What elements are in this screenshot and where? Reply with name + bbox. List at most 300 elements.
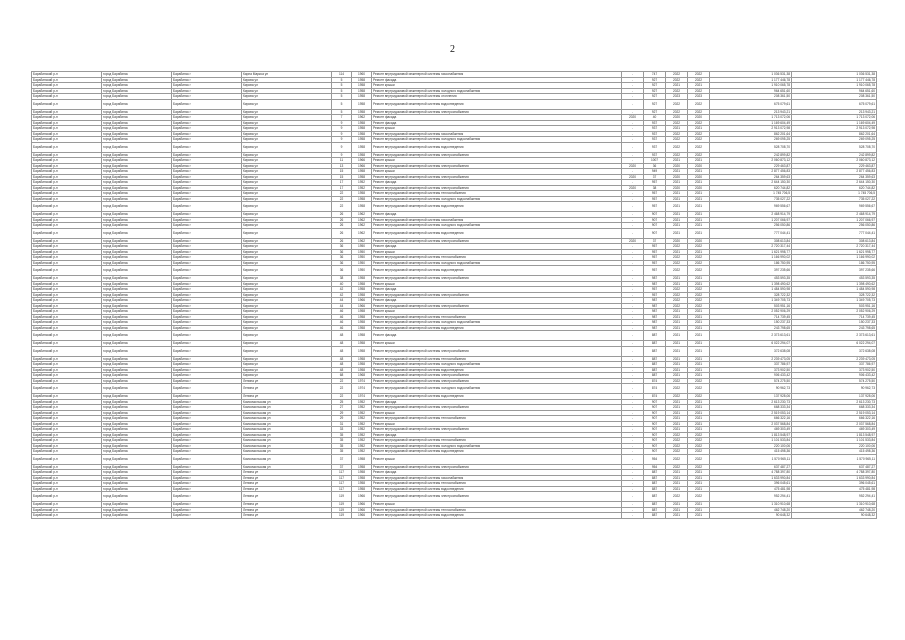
cell-year-start: 2021 [666,502,688,508]
cell-street: Комсомольская ул [242,399,332,405]
cell-cost-fund: 964 651,60 [792,88,877,94]
cell-build-year: 1958 [352,470,372,476]
cell-work-type: Ремонт внутридомовой инженерной системы электроснабжения [372,174,622,180]
cell-house-number: 26 [332,228,352,238]
cell-cost-total: 528 708,70 [710,142,792,152]
cell-area: 957 [644,292,666,298]
cell-municipality: город Барабинск [102,410,172,416]
cell-cost-fund: 528 708,70 [792,142,877,152]
cell-year-end: 2020 [688,115,710,121]
cell-year-start: 2021 [666,362,688,368]
cell-build-year: 1952 [352,438,372,444]
cell-year-end: 2021 [688,228,710,238]
cell-house-number: 48 [332,346,352,356]
cell-cost-total: 1 177 446,78 [710,77,792,83]
cell-house-number: 48 [332,331,352,341]
cell-house-number: 26 [332,212,352,218]
cell-year-end: 2021 [688,83,710,89]
cell-cost-fund: 2 877 456,83 [792,169,877,175]
cell-district: Барабинский р-н [32,470,102,476]
cell-municipality: город Барабинск [102,126,172,132]
cell-house-number: 9 [332,152,352,158]
cell-year-start: 2021 [666,341,688,347]
cell-municipality: город Барабинск [102,449,172,455]
cell-build-year: 1958 [352,486,372,492]
cell-plan-year-a: 2020 [622,115,644,121]
cell-year-end: 2021 [688,281,710,287]
cell-municipality: город Барабинск [102,142,172,152]
cell-house-number: 33 [332,427,352,433]
cell-work-type: Ремонт внутридомовой инженерной системы электроснабжения [372,238,622,244]
cell-locality: Барабинск г [172,174,242,180]
cell-street: Кирова ул [242,356,332,362]
cell-plan-year-a: - [622,416,644,422]
cell-locality: Барабинск г [172,109,242,115]
cell-street: Кирова ул [242,281,332,287]
cell-work-type: Ремонт фасада [372,331,622,341]
cell-year-start: 2021 [666,320,688,326]
cell-municipality: город Барабинск [102,163,172,169]
cell-cost-fund: 668 333,34 [792,405,877,411]
cell-locality: Барабинск г [172,394,242,400]
cell-district: Барабинский р-н [32,212,102,218]
cell-locality: Барабинск г [172,314,242,320]
cell-work-type: Ремонт фасада [372,120,622,126]
cell-locality: Барабинск г [172,131,242,137]
cell-build-year: 1958 [352,109,372,115]
cell-locality: Барабинск г [172,77,242,83]
cell-area: 937 [644,126,666,132]
cell-street: Кирова ул [242,83,332,89]
cell-cost-fund: 373 902,50 [792,367,877,373]
cell-district: Барабинский р-н [32,109,102,115]
cell-street: Кирова ул [242,303,332,309]
cell-district: Барабинский р-н [32,410,102,416]
cell-municipality: город Барабинск [102,399,172,405]
cell-district: Барабинский р-н [32,266,102,276]
cell-cost-total: 1 169 604,49 [710,120,792,126]
cell-area: 927 [644,109,666,115]
cell-cost-total: 1 398 490,62 [710,281,792,287]
cell-district: Барабинский р-н [32,249,102,255]
cell-work-type: Ремонт внутридомовой инженерной системы электроснабжения [372,464,622,470]
cell-build-year: 1958 [352,169,372,175]
cell-street: Кирова ул [242,238,332,244]
cell-cost-fund: 90 962,73 [792,384,877,394]
cell-cost-fund: 503 951,16 [792,303,877,309]
cell-locality: Барабинск г [172,191,242,197]
cell-build-year: 1958 [352,475,372,481]
cell-plan-year-a: - [622,438,644,444]
cell-cost-total: 220 100,06 [710,443,792,449]
cell-area: 987 [644,298,666,304]
cell-house-number: 44 [332,298,352,304]
cell-locality: Барабинск г [172,115,242,121]
cell-street: Ленина ул [242,378,332,384]
cell-municipality: город Барабинск [102,432,172,438]
cell-build-year: 1958 [352,346,372,356]
cell-cost-fund: 1 169 604,49 [792,120,877,126]
cell-street: Кирова ул [242,325,332,331]
cell-locality: Барабинск г [172,88,242,94]
cell-area: 927 [644,99,666,109]
cell-plan-year-a: - [622,513,644,519]
cell-year-start: 2021 [666,276,688,282]
cell-municipality: город Барабинск [102,281,172,287]
cell-street: Кирова ул [242,367,332,373]
cell-plan-year-a: - [622,94,644,100]
table-row [32,202,877,212]
cell-area: 747 [644,72,666,78]
cell-work-type: Ремонт фасада [372,212,622,218]
cell-district: Барабинский р-н [32,223,102,229]
cell-cost-fund: 2 720 317,44 [792,244,877,250]
cell-district: Барабинский р-н [32,202,102,212]
cell-build-year: 1958 [352,362,372,368]
cell-district: Барабинский р-н [32,83,102,89]
cell-house-number: 117 [332,486,352,492]
cell-plan-year-a: - [622,309,644,315]
cell-municipality: город Барабинск [102,367,172,373]
cell-area: 907 [644,449,666,455]
cell-area: 1007 [644,158,666,164]
cell-street: Ленина ул [242,470,332,476]
cell-municipality: город Барабинск [102,196,172,202]
cell-district: Барабинский р-н [32,394,102,400]
cell-work-type: Ремонт фасада [372,180,622,186]
cell-work-type: Ремонт внутридомовой инженерной системы водоотведения [372,266,622,276]
cell-area: 887 [644,331,666,341]
cell-year-start: 2021 [666,416,688,422]
cell-year-end: 2022 [688,438,710,444]
cell-municipality: город Барабинск [102,416,172,422]
cell-work-type: Ремонт внутридомовой инженерной системы водоотведения [372,99,622,109]
cell-cost-fund: 2 239 473,05 [792,356,877,362]
cell-cost-total: 735 027,22 [710,196,792,202]
cell-district: Барабинский р-н [32,163,102,169]
cell-cost-total: 1 036 531,38 [710,72,792,78]
cell-work-type: Ремонт фасада [372,244,622,250]
cell-district: Барабинский р-н [32,180,102,186]
cell-plan-year-a: - [622,507,644,513]
cell-year-start: 2022 [666,464,688,470]
cell-house-number: 119 [332,502,352,508]
cell-cost-total: 2 060 873,12 [710,158,792,164]
cell-build-year: 1958 [352,120,372,126]
cell-municipality: город Барабинск [102,378,172,384]
cell-cost-total: 469 303,49 [710,427,792,433]
cell-street: Кирова ул [242,120,332,126]
cell-district: Барабинский р-н [32,169,102,175]
cell-house-number: 25 [332,399,352,405]
cell-cost-total: 256 050,86 [710,223,792,229]
cell-cost-total: 1 207 066,97 [710,217,792,223]
cell-area: 954 [644,464,666,470]
cell-house-number: 5 [332,83,352,89]
cell-cost-fund: 396 045,61 [792,481,877,487]
cell-year-start: 2022 [666,72,688,78]
cell-year-end: 2021 [688,320,710,326]
cell-build-year: 1958 [352,174,372,180]
cell-year-start: 2021 [666,410,688,416]
cell-year-start: 2021 [666,228,688,238]
cell-year-end: 2021 [688,309,710,315]
cell-build-year: 1958 [352,320,372,326]
cell-year-end: 2021 [688,513,710,519]
cell-build-year: 1966 [352,298,372,304]
cell-cost-fund: 1 621 998,77 [792,249,877,255]
cell-municipality: город Барабинск [102,421,172,427]
cell-street: Комсомольская ул [242,454,332,464]
cell-year-end: 2021 [688,212,710,218]
cell-year-end: 2022 [688,432,710,438]
cell-locality: Барабинск г [172,464,242,470]
cell-street: Кирова ул [242,228,332,238]
cell-year-start: 2021 [666,513,688,519]
cell-locality: Барабинск г [172,346,242,356]
cell-cost-total: 415 498,36 [710,449,792,455]
cell-plan-year-a: - [622,244,644,250]
cell-municipality: город Барабинск [102,309,172,315]
cell-locality: Барабинск г [172,432,242,438]
cell-plan-year-a: - [622,303,644,309]
cell-street: Ленина ул [242,486,332,492]
cell-municipality: город Барабинск [102,303,172,309]
cell-year-end: 2021 [688,470,710,476]
cell-locality: Барабинск г [172,367,242,373]
cell-cost-total: 714 739,45 [710,314,792,320]
cell-district: Барабинский р-н [32,174,102,180]
cell-year-start: 2021 [666,507,688,513]
cell-build-year: 1958 [352,131,372,137]
cell-year-end: 2022 [688,292,710,298]
cell-plan-year-a: - [622,378,644,384]
cell-cost-fund: 1 349 705,73 [792,298,877,304]
cell-plan-year-a: - [622,298,644,304]
cell-year-start: 2022 [666,131,688,137]
cell-plan-year-a: - [622,464,644,470]
cell-district: Барабинский р-н [32,94,102,100]
cell-work-type: Ремонт фасада [372,470,622,476]
cell-year-start: 2022 [666,99,688,109]
cell-cost-fund: 777 044,41 [792,228,877,238]
cell-build-year: 1950 [352,255,372,261]
cell-cost-fund: 735 027,22 [792,196,877,202]
cell-street: Кирова ул [242,309,332,315]
cell-plan-year-a: - [622,180,644,186]
cell-year-end: 2021 [688,217,710,223]
cell-locality: Барабинск г [172,405,242,411]
cell-area: 887 [644,362,666,368]
cell-district: Барабинский р-н [32,325,102,331]
cell-locality: Барабинск г [172,384,242,394]
table-row [32,346,877,356]
cell-plan-year-a: 2020 [622,238,644,244]
cell-locality: Барабинск г [172,513,242,519]
cell-municipality: город Барабинск [102,99,172,109]
cell-locality: Барабинск г [172,475,242,481]
cell-build-year: 1950 [352,249,372,255]
cell-house-number: 7 [332,115,352,121]
cell-work-type: Ремонт внутридомовой инженерной системы электроснабжения [372,378,622,384]
cell-plan-year-a: - [622,314,644,320]
cell-locality: Барабинск г [172,249,242,255]
cell-work-type: Ремонт внутридомовой инженерной системы отопления [372,94,622,100]
cell-district: Барабинский р-н [32,185,102,191]
cell-cost-fund: 1 036 531,38 [792,72,877,78]
cell-area: 907 [644,438,666,444]
cell-work-type: Ремонт внутридомовой инженерной системы холодного водоснабжения [372,260,622,266]
cell-street: Комсомольская ул [242,438,332,444]
cell-cost-fund: 308 613,84 [792,238,877,244]
cell-street: Кирова ул [242,314,332,320]
cell-plan-year-a: - [622,202,644,212]
cell-area: 957 [644,249,666,255]
cell-year-start: 2022 [666,492,688,502]
cell-year-start: 2022 [666,303,688,309]
cell-house-number: 11 [332,158,352,164]
cell-work-type: Ремонт внутридомовой инженерной системы электроснабжения [372,427,622,433]
cell-district: Барабинский р-н [32,378,102,384]
cell-year-start: 2022 [666,266,688,276]
cell-build-year: 1958 [352,152,372,158]
cell-year-start: 2022 [666,449,688,455]
cell-locality: Барабинск г [172,303,242,309]
cell-year-end: 2021 [688,416,710,422]
cell-cost-total: 952 294,41 [710,492,792,502]
table-row [32,99,877,109]
cell-house-number: 117 [332,475,352,481]
cell-area: 927 [644,94,666,100]
cell-municipality: город Барабинск [102,191,172,197]
cell-plan-year-a: - [622,255,644,261]
cell-district: Барабинский р-н [32,320,102,326]
cell-area: 957 [644,266,666,276]
cell-build-year: 1958 [352,454,372,464]
cell-locality: Барабинск г [172,72,242,78]
cell-cost-fund: 2 373 613,61 [792,331,877,341]
cell-area: 907 [644,416,666,422]
cell-work-type: Ремонт внутридомовой инженерной системы холодного водоснабжения [372,196,622,202]
cell-municipality: город Барабинск [102,298,172,304]
cell-year-start: 2021 [666,356,688,362]
cell-house-number: 13 [332,163,352,169]
cell-municipality: город Барабинск [102,341,172,347]
cell-build-year: 1952 [352,421,372,427]
cell-district: Барабинский р-н [32,120,102,126]
cell-work-type: Ремонт внутридомовой инженерной системы холодного водоснабжения [372,362,622,368]
cell-year-end: 2022 [688,443,710,449]
cell-street: Кирова ул [242,196,332,202]
cell-work-type: Ремонт внутридомовой инженерной системы электроснабжения [372,373,622,379]
cell-locality: Барабинск г [172,320,242,326]
cell-street: Кирова ул [242,137,332,143]
cell-work-type: Ремонт внутридомовой инженерной системы водоотведения [372,367,622,373]
cell-cost-fund: 1 101 533,84 [792,438,877,444]
cell-cost-fund: 475 481,98 [792,486,877,492]
cell-locality: Барабинск г [172,331,242,341]
cell-municipality: город Барабинск [102,94,172,100]
cell-cost-fund: 397 235,66 [792,266,877,276]
cell-district: Барабинский р-н [32,464,102,470]
cell-municipality: город Барабинск [102,314,172,320]
cell-area: 957 [644,260,666,266]
cell-street: Кирова ул [242,202,332,212]
cell-year-start: 2021 [666,331,688,341]
cell-work-type: Ремонт крыши [372,421,622,427]
cell-municipality: город Барабинск [102,83,172,89]
cell-municipality: город Барабинск [102,384,172,394]
cell-municipality: город Барабинск [102,88,172,94]
cell-cost-total: 308 613,84 [710,238,792,244]
cell-work-type: Ремонт крыши [372,502,622,508]
table-row [32,492,877,502]
cell-plan-year-a: - [622,126,644,132]
cell-year-start: 2022 [666,443,688,449]
cell-area: 887 [644,507,666,513]
cell-build-year: 1952 [352,443,372,449]
cell-work-type: Ремонт фасада [372,287,622,293]
cell-district: Барабинский р-н [32,131,102,137]
cell-year-start: 2021 [666,427,688,433]
cell-municipality: город Барабинск [102,238,172,244]
cell-house-number: 48 [332,367,352,373]
cell-year-end: 2022 [688,244,710,250]
cell-plan-year-a: - [622,212,644,218]
cell-house-number: 22 [332,384,352,394]
cell-year-end: 2021 [688,507,710,513]
cell-year-start: 2021 [666,481,688,487]
cell-year-end: 2022 [688,142,710,152]
cell-build-year: 1958 [352,94,372,100]
cell-locality: Барабинск г [172,292,242,298]
cell-municipality: город Барабинск [102,158,172,164]
cell-municipality: город Барабинск [102,438,172,444]
cell-work-type: Ремонт внутридомовой инженерной системы водоотведения [372,228,622,238]
cell-cost-fund: 1 166 990,02 [792,255,877,261]
cell-work-type: Ремонт крыши [372,281,622,287]
cell-plan-year-a: - [622,443,644,449]
cell-year-start: 2021 [666,421,688,427]
cell-cost-total: 1 713 072,06 [710,115,792,121]
cell-year-start: 2021 [666,405,688,411]
cell-district: Барабинский р-н [32,137,102,143]
cell-cost-total: 2 613 230,73 [710,399,792,405]
cell-plan-year-a: - [622,266,644,276]
cell-municipality: город Барабинск [102,77,172,83]
cell-work-type: Ремонт крыши [372,410,622,416]
cell-house-number: 9 [332,142,352,152]
cell-locality: Барабинск г [172,373,242,379]
cell-work-type: Ремонт фасада [372,298,622,304]
cell-build-year: 1966 [352,507,372,513]
cell-street: Ленина ул [242,513,332,519]
cell-year-start: 2021 [666,367,688,373]
cell-year-start: 2022 [666,432,688,438]
cell-year-end: 2020 [688,238,710,244]
cell-build-year: 1958 [352,202,372,212]
cell-house-number: 35 [332,443,352,449]
cell-house-number: 5 [332,77,352,83]
cell-house-number: 22 [332,378,352,384]
cell-locality: Барабинск г [172,255,242,261]
cell-plan-year-a: - [622,475,644,481]
cell-municipality: город Барабинск [102,202,172,212]
cell-work-type: Ремонт внутридомовой инженерной системы водоотведения [372,513,622,519]
cell-house-number: 9 [332,120,352,126]
cell-cost-fund: 969 556,67 [792,202,877,212]
cell-area: 987 [644,281,666,287]
